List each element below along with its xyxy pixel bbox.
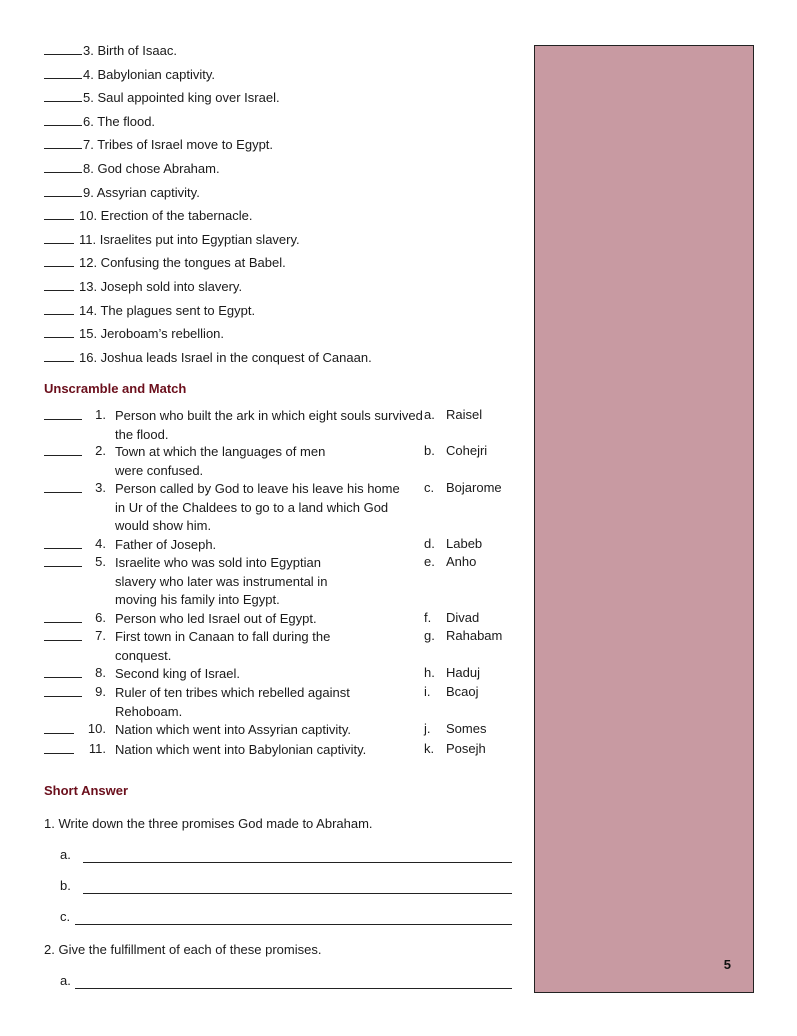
item-text: 10. Erection of the tabernacle.	[79, 208, 253, 224]
list-item	[44, 160, 372, 184]
list-item	[44, 278, 372, 302]
list-item	[44, 66, 372, 90]
scrambled-word: Haduj	[446, 665, 480, 680]
item-number: 6.	[95, 610, 106, 625]
item-text: 11. Israelites put into Egyptian slavery.	[79, 231, 300, 247]
answer-blank[interactable]	[44, 628, 82, 641]
list-item	[44, 325, 372, 349]
item-text: 16. Joshua leads Israel in the conquest of Canaan.	[79, 349, 372, 365]
answer-blank[interactable]	[44, 407, 82, 420]
answer-blank[interactable]	[44, 684, 82, 697]
answer-label: b.	[60, 878, 71, 893]
item-number: 7.	[95, 628, 106, 643]
item-number: 9.	[95, 684, 106, 699]
item-text: 5. Saul appointed king over Israel.	[83, 90, 280, 106]
answer-blank[interactable]	[44, 554, 82, 567]
section-title-short-answer: Short Answer	[44, 783, 129, 798]
list-item	[44, 89, 372, 113]
answer-blank[interactable]	[44, 741, 74, 754]
item-number: 2.	[95, 443, 106, 458]
answer-underline[interactable]	[83, 893, 512, 894]
answer-blank[interactable]	[44, 89, 82, 102]
answer-label: a.	[60, 847, 71, 862]
scrambled-word: Cohejri	[446, 443, 488, 458]
section-title-unscramble: Unscramble and Match	[44, 381, 187, 396]
sidebar-panel	[534, 45, 754, 993]
item-description: Person who built the ark in which eight souls survived the flood.	[115, 408, 423, 442]
item-number: 3.	[95, 480, 106, 495]
list-item	[44, 302, 372, 326]
item-number: 10.	[87, 721, 106, 736]
option-letter: j.	[424, 721, 431, 736]
list-item	[44, 207, 372, 231]
item-description: First town in Canaan to fall during the conquest.	[115, 629, 331, 663]
scrambled-word: Bcaoj	[446, 684, 479, 699]
answer-blank[interactable]	[44, 254, 74, 267]
answer-underline[interactable]	[83, 862, 512, 863]
answer-blank[interactable]	[44, 302, 74, 315]
item-text: 4. Babylonian captivity.	[83, 66, 215, 82]
option-letter: h.	[424, 665, 435, 680]
answer-blank[interactable]	[44, 610, 82, 623]
question-1: 1. Write down the three promises God made to Abraham.	[44, 816, 373, 831]
item-description: Ruler of ten tribes which rebelled against Rehoboam.	[115, 685, 350, 719]
ordering-list	[44, 42, 372, 372]
answer-blank[interactable]	[44, 184, 82, 197]
answer-blank[interactable]	[44, 278, 74, 291]
answer-line[interactable]	[60, 878, 512, 896]
option-letter: k.	[424, 741, 435, 756]
item-text: 13. Joseph sold into slavery.	[79, 278, 243, 294]
item-description: Nation which went into Assyrian captivity.	[115, 722, 352, 737]
answer-line[interactable]	[60, 909, 512, 927]
item-number: 11.	[88, 741, 106, 756]
scrambled-word: Labeb	[446, 536, 483, 551]
answer-underline[interactable]	[75, 988, 512, 989]
answer-blank[interactable]	[44, 231, 74, 244]
item-description: Nation which went into Babylonian captivity.	[115, 742, 367, 757]
item-description: Town at which the languages of men were confused.	[115, 444, 326, 478]
item-description: Person who led Israel out of Egypt.	[115, 611, 317, 626]
answer-blank[interactable]	[44, 480, 82, 493]
option-letter: c.	[424, 480, 435, 495]
answer-blank[interactable]	[44, 160, 82, 173]
item-text: 14. The plagues sent to Egypt.	[79, 302, 256, 318]
answer-blank[interactable]	[44, 207, 74, 220]
item-number: 5.	[95, 554, 106, 569]
scrambled-word: Somes	[446, 721, 487, 736]
answer-underline[interactable]	[75, 924, 512, 925]
item-description: Israelite who was sold into Egyptian slavery who later was instrumental in moving his family into Egypt.	[115, 555, 328, 607]
scrambled-word: Bojarome	[446, 480, 502, 495]
answer-label: a.	[60, 973, 71, 988]
list-item	[44, 136, 372, 160]
scrambled-word: Divad	[446, 610, 480, 625]
option-letter: g.	[424, 628, 435, 643]
list-item	[44, 42, 372, 66]
item-description: Father of Joseph.	[115, 537, 217, 552]
answer-blank[interactable]	[44, 136, 82, 149]
item-text: 12. Confusing the tongues at Babel.	[79, 255, 286, 271]
question-2: 2. Give the fulfillment of each of these promises.	[44, 942, 322, 957]
option-letter: a.	[424, 407, 435, 422]
answer-blank[interactable]	[44, 113, 82, 126]
answer-blank[interactable]	[44, 349, 74, 362]
scrambled-word: Anho	[446, 554, 477, 569]
list-item	[44, 184, 372, 208]
answer-line[interactable]	[60, 847, 512, 865]
item-text: 9. Assyrian captivity.	[83, 184, 200, 200]
list-item	[44, 254, 372, 278]
answer-blank[interactable]	[44, 66, 82, 79]
list-item	[44, 113, 372, 137]
item-text: 6. The flood.	[83, 113, 156, 129]
item-number: 8.	[95, 665, 106, 680]
answer-blank[interactable]	[44, 42, 82, 55]
item-description: Person called by God to leave his leave his home in Ur of the Chaldees to go to a land which God would show him.	[115, 481, 400, 533]
option-letter: e.	[424, 554, 435, 569]
list-item	[44, 349, 372, 373]
list-item	[44, 231, 372, 255]
answer-blank[interactable]	[44, 536, 82, 549]
answer-label: c.	[60, 909, 71, 924]
option-letter: f.	[424, 610, 432, 625]
answer-blank[interactable]	[44, 443, 82, 456]
item-description: Second king of Israel.	[115, 666, 241, 681]
item-text: 8. God chose Abraham.	[83, 160, 220, 176]
scrambled-word: Raisel	[446, 407, 483, 422]
option-letter: i.	[424, 684, 431, 699]
answer-blank[interactable]	[44, 665, 82, 678]
page-number: 5	[723, 957, 731, 972]
item-text: 15. Jeroboam’s rebellion.	[79, 326, 225, 342]
option-letter: b.	[424, 443, 435, 458]
answer-blank[interactable]	[44, 325, 74, 338]
answer-blank[interactable]	[44, 721, 74, 734]
item-number: 4.	[95, 536, 106, 551]
scrambled-word: Posejh	[446, 741, 486, 756]
item-number: 1.	[95, 407, 106, 422]
option-letter: d.	[424, 536, 435, 551]
answer-line[interactable]	[60, 973, 512, 991]
item-text: 7. Tribes of Israel move to Egypt.	[83, 137, 274, 153]
scrambled-word: Rahabam	[446, 628, 503, 643]
item-text: 3. Birth of Isaac.	[83, 43, 177, 58]
